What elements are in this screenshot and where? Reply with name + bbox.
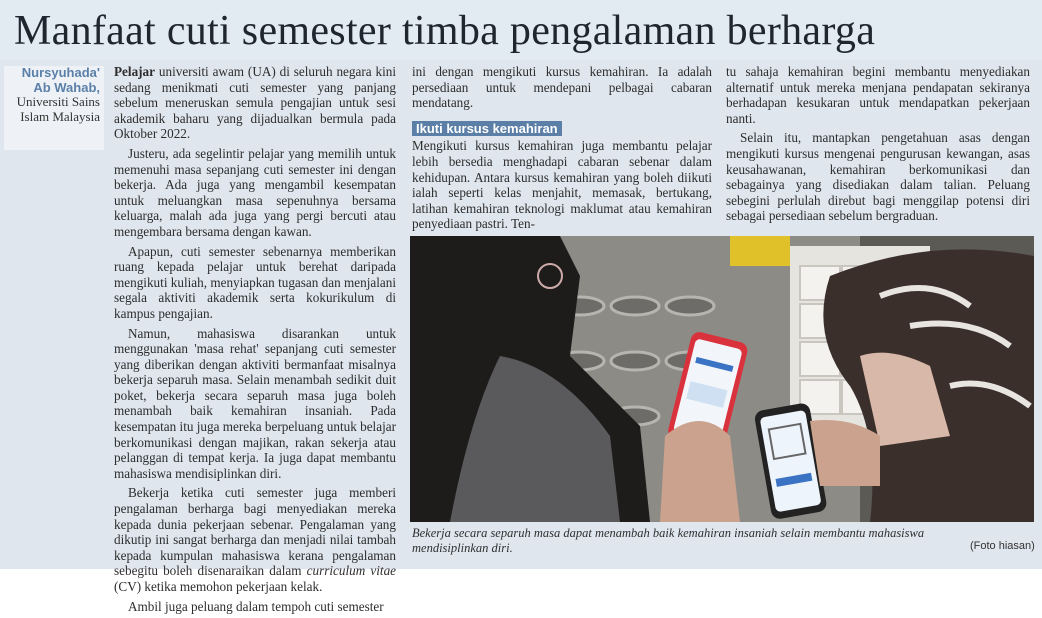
paragraph: Mengikuti kursus kemahiran juga membantu pelajar lebih bersedia menghadapi cabaran sebenar dalam kehidupan. Antara kursus kemahiran yang boleh diikuti ialah seperti kelas menjahit, memasak, bertukang, latihan kemahiran teknologi maklumat atau kemahiran penyediaan pastri. Ten-: [412, 138, 712, 232]
paragraph-text: (CV) ketika memohon pekerjaan kelak.: [114, 579, 323, 594]
article-photo: [410, 236, 1034, 522]
author-name: Nursyuhada' Ab Wahab,: [21, 65, 100, 95]
paragraph: ini dengan mengikuti kursus kemahiran. Ia adalah persediaan untuk mendepani pelbagai cabaran mendatang.: [412, 64, 712, 111]
paragraph: Apapun, cuti semester sebenarnya memberikan ruang kepada pelajar untuk berehat daripada mengikuti kuliah, menyiapkan tugasan dan menjalani segala aktiviti akademik serta kokurikulum di kampus pengajian.: [114, 243, 396, 321]
byline: [4, 66, 104, 150]
subheading: Ikuti kursus kemahiran: [412, 121, 562, 137]
photo-illustration: [410, 236, 1034, 522]
photo-caption: Bekerja secara separuh masa dapat menambah baik kemahiran insaniah selain membantu mahasiswa mendisiplinkan diri.: [412, 526, 925, 555]
article-column-3: [726, 64, 1030, 228]
paragraph: Selain itu, mantapkan pengetahuan asas dengan mengikuti kursus mengenai pengurusan kewangan, asas keusahawanan, kemahiran berkomunikasi dan sebagainya yang disediakan dalam talian. Peluang sebegini perlulah direbut bagi menggilap potensi diri sebagai persediaan sebelum bergraduan.: [726, 130, 1030, 224]
paragraph: [114, 485, 396, 594]
article-column-1: [114, 64, 396, 618]
article-column-2: [412, 64, 712, 236]
paragraph: Ambil juga peluang dalam tempoh cuti semester: [128, 598, 384, 614]
photo-credit: (Foto hiasan): [970, 540, 1035, 552]
paragraph: Namun, mahasiswa disarankan untuk menggunakan 'masa rehat' sepanjang cuti semester yang diberikan dengan aktiviti bermanfaat misalnya bekerja separuh masa. Selain menambah sedikit duit poket, bekerja secara separuh masa juga boleh menambah baik kemahiran insaniah. Pada kesempatan itu juga mereka berpeluang untuk belajar berkomunikasi dengan majikan, rakan sekerja atau pelanggan di tempat kerja. Ia juga dapat membantu mahasiswa mendisiplinkan diri.: [114, 325, 396, 481]
author-institution: Universiti Sains Islam Malaysia: [16, 94, 100, 124]
headline: Manfaat cuti semester timba pengalaman berharga: [14, 8, 876, 54]
paragraph: Justeru, ada segelintir pelajar yang memilih untuk memenuhi masa sepanjang cuti semester ini dengan bekerja. Ada juga yang mengambil kesempatan untuk meluangkan masa sepenuhnya bersama keluarga, malah ada juga yang pergi bercuti atau mengembara bersama dengan kawan.: [114, 145, 396, 239]
paragraph-text: Bekerja ketika cuti semester juga memberi pengalaman berharga bagi menyediakan mereka kepada dunia pekerjaan sebenar. Pengalaman yang dikutip ini sangat berharga dan menjadi nilai tambah kepada kumpulan mahasiswa kerana pengalaman sebegitu boleh disenaraikan dalam: [114, 485, 396, 579]
paragraph: tu sahaja kemahiran begini membantu menyediakan alternatif untuk mereka menjana pendapatan sekiranya berhadapan kesukaran untuk mendapatkan pekerjaan nanti.: [726, 64, 1030, 126]
paragraph: [114, 64, 396, 142]
paragraph-text: universiti awam (UA) di seluruh negara kini sedang menikmati cuti semester yang panjang sebelum meneruskan semula pengajian untuk sesi akademik baharu yang dijadualkan bermula pada Oktober 2022.: [114, 64, 396, 142]
cv-italic: curriculum vitae: [306, 563, 397, 579]
lead-word: Pelajar: [114, 64, 156, 79]
headline-bar: [0, 0, 1042, 60]
